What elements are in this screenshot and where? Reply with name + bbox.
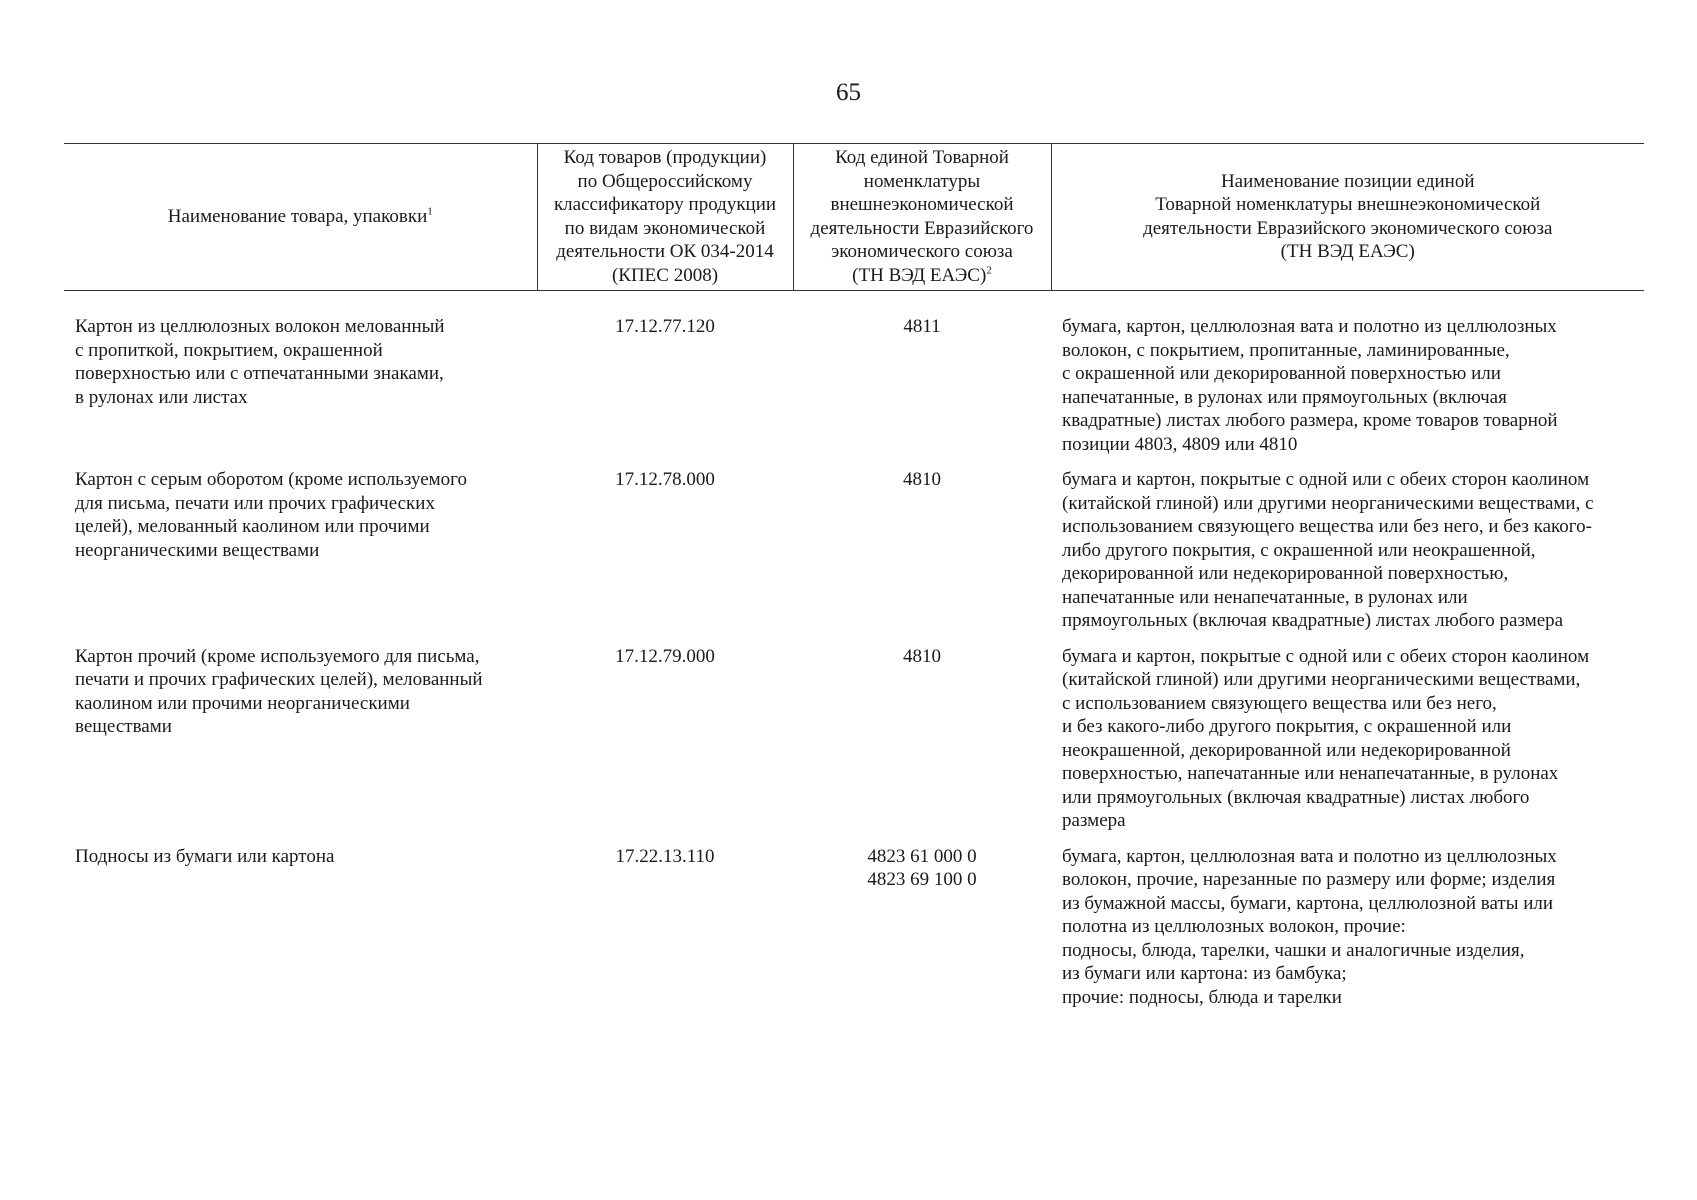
- tnved-position-cell: бумага, картон, целлюлозная вата и полотно из целлюлозных волокон, с покрытием, пропитанные, ламинированные, с окрашенной или декорированной поверхностью или напечатанные, в рулонах или прямоугольных (включая квадратные) листах любого размера, кроме товаров товарной позиции 4803, 4809 или 4810: [1062, 316, 1558, 455]
- tnved-code-cell: 4823 61 000 0 4823 69 100 0: [867, 845, 977, 890]
- okpd-code-cell: 17.12.77.120: [615, 316, 715, 337]
- tnved-position-cell: бумага и картон, покрытые с одной или с обеих сторон каолином (китайской глиной) или другими неорганическими веществами, с использованием связующего вещества или без него, и без какого- либо другого покрытия, с окрашенной или неокрашенной, декорированной или недекорированной поверхностью, напечатанные или ненапечатанные, в рулонах или прямоугольных (включая квадратные) листах любого размера: [1062, 469, 1594, 631]
- header-tnved-code-text: Код единой Товарной номенклатуры внешнеэкономической деятельности Евразийского экономического союза (ТН ВЭД ЕАЭС): [810, 147, 1034, 286]
- okpd-code-cell: 17.22.13.110: [615, 845, 715, 867]
- table-row: [64, 291, 1644, 469]
- okpd-code-cell: 17.12.79.000: [615, 645, 715, 667]
- tnved-position-cell: бумага и картон, покрытые с одной или с обеих сторон каолином (китайской глиной) или другими неорганическими веществами, с использованием связующего вещества или без него, и без какого-либо другого покрытия, с окрашенной или неокрашенной, декорированной или недекорированной поверхностью, напечатанные или ненапечатанные, в рулонах или прямоугольных (включая квадратные) листах любого размера: [1062, 645, 1590, 831]
- footnote-marker-1: 1: [427, 205, 433, 218]
- tnved-code-cell: 4810: [903, 645, 941, 667]
- table-header: [64, 144, 1644, 291]
- goods-name-cell: Картон с серым оборотом (кроме используемого для письма, печати или прочих графических целей), мелованный каолином или прочими неорганическими веществами: [75, 469, 467, 561]
- goods-name-cell: Картон прочий (кроме используемого для письма, печати и прочих графических целей), мелованный каолином или прочими неорганическими веществами: [75, 645, 483, 737]
- header-goods-name-text: Наименование товара, упаковки: [167, 205, 428, 227]
- header-okpd-code: Код товаров (продукции) по Общероссийскому классификатору продукции по видам экономической деятельности ОК 034-2014 (КПЕС 2008): [537, 144, 793, 291]
- header-row: [64, 144, 1644, 291]
- goods-table: [64, 143, 1644, 1021]
- okpd-code-cell: 17.12.78.000: [615, 469, 715, 490]
- header-tnved-position: Наименование позиции единой Товарной номенклатуры внешнеэкономической деятельности Евразийского экономического союза (ТН ВЭД ЕАЭС): [1051, 144, 1644, 291]
- tnved-code-cell: 4810: [903, 469, 941, 490]
- tnved-code-cell: 4811: [903, 316, 941, 337]
- header-goods-name: [64, 144, 537, 291]
- tnved-position-cell: бумага, картон, целлюлозная вата и полотно из целлюлозных волокон, прочие, нарезанные по размеру или форме; изделия из бумажной массы, бумаги, картона, целлюлозной ваты или полотна из целлюлозных волокон, прочие: подносы, блюда, тарелки, чашки и аналогичные изделия, из бумаги или картона: из бамбука; прочие: подносы, блюда и тарелки: [1062, 845, 1557, 1008]
- table-row: [64, 845, 1644, 1022]
- footnote-marker-2: 2: [986, 264, 992, 277]
- table-body: [64, 291, 1644, 1022]
- goods-name-cell: Картон из целлюлозных волокон мелованный с пропиткой, покрытием, окрашенной поверхностью или с отпечатанными знаками, в рулонах или листах: [75, 316, 445, 408]
- page-number: 65: [836, 79, 861, 106]
- goods-name-cell: Подносы из бумаги или картона: [75, 845, 335, 867]
- table-row: [64, 468, 1644, 645]
- header-tnved-code: [793, 144, 1051, 291]
- table-row: [64, 645, 1644, 845]
